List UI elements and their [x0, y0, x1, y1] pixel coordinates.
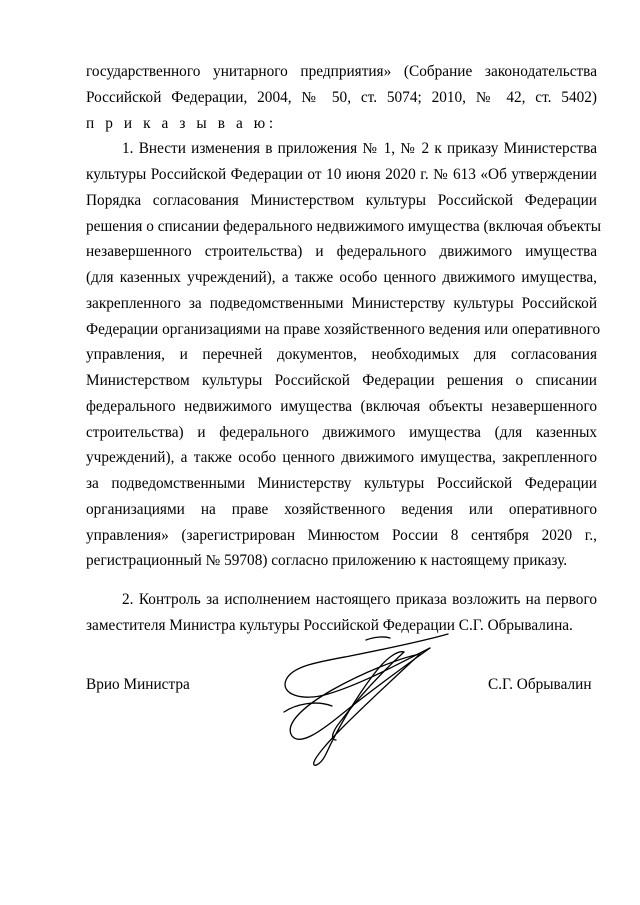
text-line: управления, и перечней документов, необходимых для согласования: [86, 346, 597, 364]
text-line: организациями на праве хозяйственного ведения или оперативного: [86, 500, 597, 518]
handwritten-signature: [270, 628, 470, 778]
order-keyword: п р и к а з ы в а ю:: [86, 114, 277, 132]
text-line: Федерации организациями на праве хозяйственного ведения или оперативного: [86, 320, 601, 338]
text-line: строительства) и федерального движимого имущества (для казенных: [86, 423, 597, 441]
text-line: Министерством культуры Российской Федерации решения о списании: [86, 372, 597, 389]
text-line: незавершенного строительства) и федерального движимого имущества: [86, 243, 597, 261]
document-body: [86, 59, 601, 639]
text-line: Порядка согласования Министерством культуры Российской Федерации: [86, 191, 597, 209]
text-line: Российской Федерации, 2004, № 50, ст. 5074; 2010, № 42, ст. 5402): [86, 88, 597, 106]
text-line: учреждений), а также особо ценного движимого имущества, закрепленного: [86, 449, 597, 467]
text-line: за подведомственными Министерству культуры Российской Федерации: [86, 475, 597, 492]
text-line: федерального недвижимого имущества (включая объекты незавершенного: [86, 397, 597, 415]
paragraph-1-first-line: 1. Внести изменения в приложения № 1, № 2 к приказу Министерства: [122, 140, 597, 158]
text-line: закрепленного за подведомственными Министерству культуры Российской: [86, 294, 597, 312]
signer-name: С.Г. Обрывалин: [488, 676, 592, 693]
paragraph-2-first-line: 2. Контроль за исполнением настоящего приказа возложить на первого: [122, 591, 597, 608]
text-line: управления» (зарегистрирован Минюстом России 8 сентября 2020 г.,: [86, 526, 597, 544]
text-line: решения о списании федерального недвижимого имущества (включая объекты: [86, 217, 601, 235]
text-line: (для казенных учреждений), а также особо ценного движимого имущества,: [86, 269, 597, 286]
paragraph-gap: [86, 574, 597, 587]
text-line: культуры Российской Федерации от 10 июня 2020 г. № 613 «Об утверждении: [86, 166, 597, 183]
signer-position: Врио Министра: [86, 676, 190, 693]
paragraph-1-last-line: регистрационный № 59708) согласно приложению к настоящему приказу.: [86, 552, 568, 570]
text-line: государственного унитарного предприятия» (Собрание законодательства: [86, 63, 597, 80]
paragraph-2-last-line: заместителя Министра культуры Российской Федерации С.Г. Обрывалина.: [86, 616, 573, 634]
